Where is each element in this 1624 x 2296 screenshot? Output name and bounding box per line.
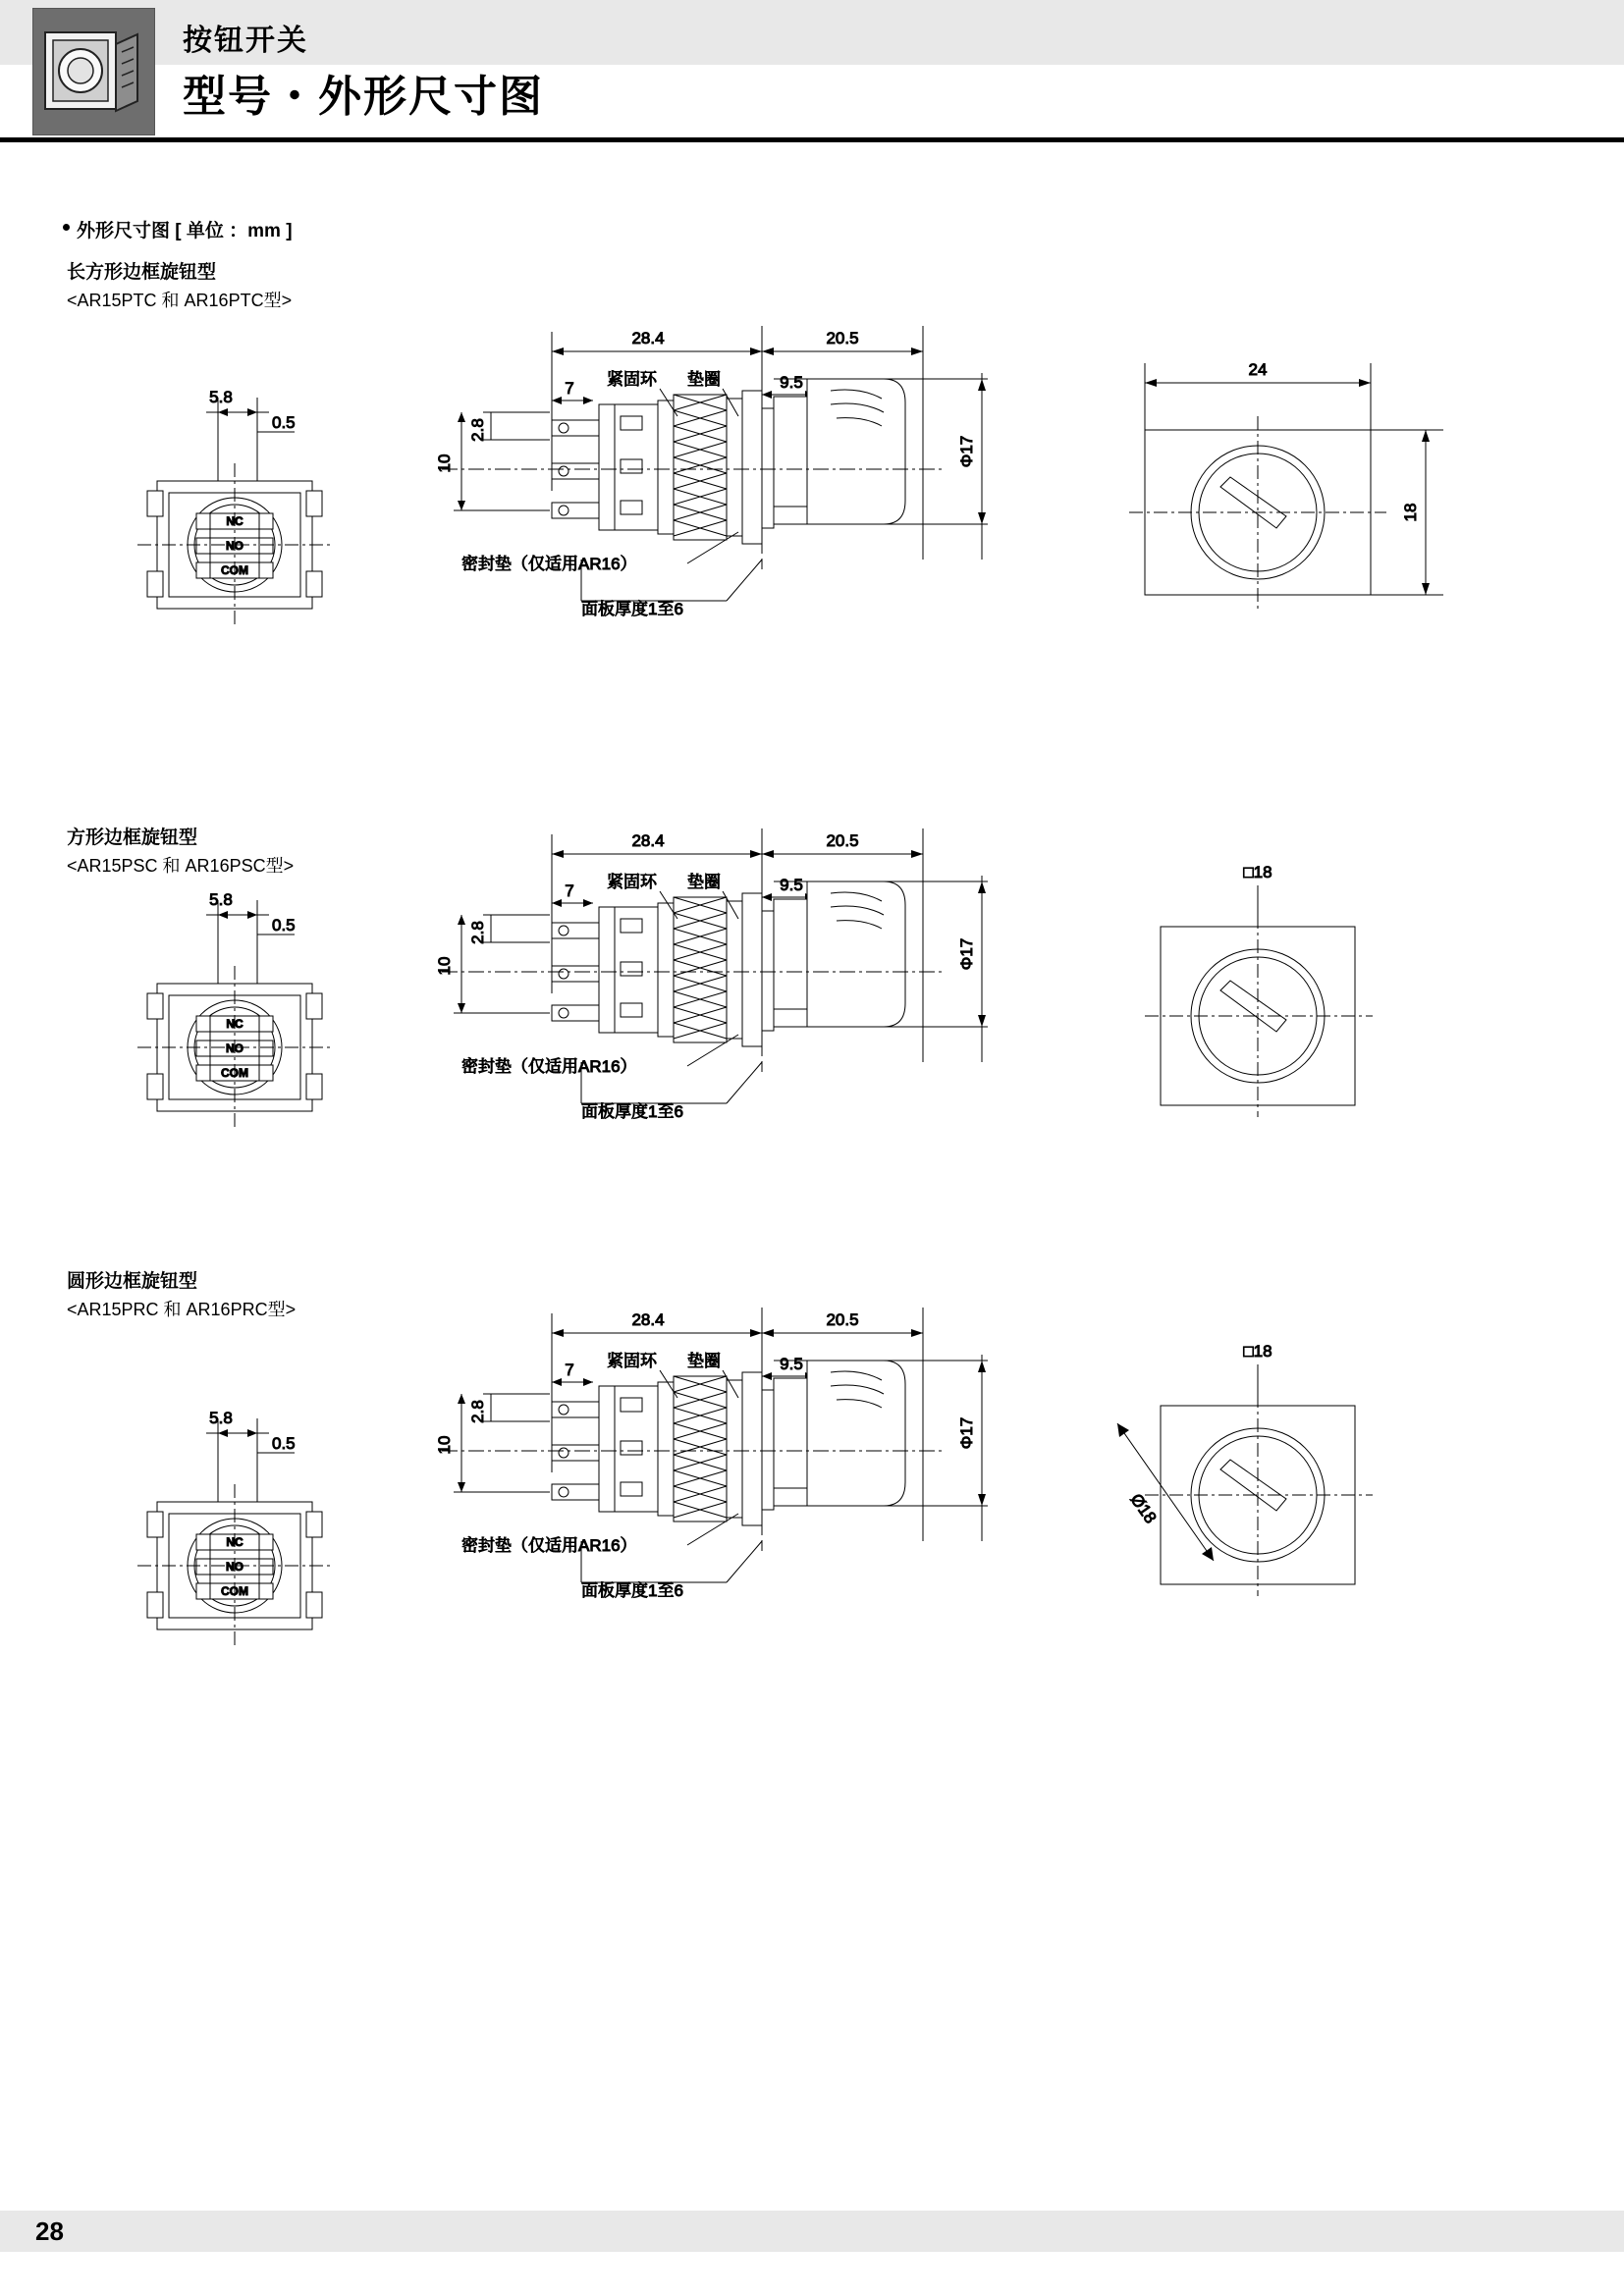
- bullet-icon: [63, 224, 70, 231]
- label-washer-prc: 垫圈: [687, 1352, 721, 1370]
- dim-10-psc: 10: [435, 956, 454, 976]
- terminal-nc-prc: NC: [226, 1535, 244, 1549]
- label-washer-psc: 垫圈: [687, 873, 721, 891]
- dim-20-5-ptc: 20.5: [826, 329, 859, 347]
- dim-square18-psc: □18: [1243, 863, 1272, 881]
- dim-5-8-prc: 5.8: [209, 1409, 233, 1427]
- page-header: [0, 0, 1624, 142]
- side-view-prc: [435, 1308, 988, 1600]
- label-gasket-psc: 密封垫（仅适用AR16）: [461, 1057, 637, 1076]
- header-divider: [0, 137, 1624, 142]
- terminal-com-psc: COM: [221, 1066, 248, 1080]
- section-title-ptc: 长方形边框旋钮型: [67, 262, 217, 283]
- terminal-no-prc: NO: [226, 1560, 244, 1574]
- drawing-psc: [0, 817, 1624, 1229]
- terminal-nc-ptc: NC: [226, 514, 244, 528]
- dim-28-4-psc: 28.4: [631, 831, 665, 850]
- dim-9-5-ptc: 9.5: [780, 373, 803, 392]
- label-gasket-prc: 密封垫（仅适用AR16）: [461, 1536, 637, 1555]
- face-view-ptc: [1129, 360, 1443, 609]
- label-fastening-ring-psc: 紧固环: [607, 873, 657, 891]
- dim-diameter18-prc: Ø18: [1126, 1490, 1161, 1527]
- dim-9-5-psc: 9.5: [780, 876, 803, 894]
- face-view-prc: [1117, 1342, 1373, 1596]
- drawing-prc: [0, 1266, 1624, 1688]
- dim-20-5-psc: 20.5: [826, 831, 859, 850]
- page-number: 28: [35, 2216, 64, 2246]
- face-view-psc: [1145, 863, 1373, 1117]
- dim-2-8-ptc: 2.8: [468, 418, 487, 442]
- dim-5-8-psc: 5.8: [209, 890, 233, 909]
- front-view-ptc: [137, 388, 332, 626]
- dim-0-5-prc: 0.5: [272, 1434, 296, 1453]
- dim-square18-prc: □18: [1243, 1342, 1272, 1361]
- dim-0-5-psc: 0.5: [272, 916, 296, 934]
- section-title-prc: 圆形边框旋钮型: [67, 1271, 198, 1292]
- terminal-com-prc: COM: [221, 1584, 248, 1598]
- dim-2-8-prc: 2.8: [468, 1400, 487, 1423]
- pushbutton-switch-icon: [32, 8, 155, 135]
- label-fastening-ring-prc: 紧固环: [607, 1352, 657, 1370]
- footer-bar: [0, 2211, 1624, 2252]
- label-washer-ptc: 垫圈: [687, 370, 721, 389]
- dim-2-8-psc: 2.8: [468, 921, 487, 944]
- side-view-psc: [435, 828, 988, 1121]
- label-panel-thickness-ptc: 面板厚度1至6: [581, 600, 683, 618]
- dim-28-4-prc: 28.4: [631, 1310, 665, 1329]
- front-view-prc: [137, 1409, 332, 1647]
- header-category: 按钮开关: [183, 25, 308, 57]
- dim-10-prc: 10: [435, 1435, 454, 1455]
- dim-28-4-ptc: 28.4: [631, 329, 665, 347]
- label-panel-thickness-prc: 面板厚度1至6: [581, 1581, 683, 1600]
- unit-note: 外形尺寸图 [ 单位 ：mm ]: [77, 221, 293, 241]
- front-view-psc: [137, 890, 332, 1129]
- dim-phi17-psc: Φ17: [957, 937, 976, 971]
- dim-20-5-prc: 20.5: [826, 1310, 859, 1329]
- side-view-ptc: [435, 326, 988, 618]
- label-gasket-ptc: 密封垫（仅适用AR16）: [461, 555, 637, 573]
- dim-7-prc: 7: [565, 1361, 574, 1379]
- dim-7-ptc: 7: [565, 379, 574, 398]
- page-title: 型号・外形尺寸图: [183, 73, 544, 121]
- section-subtitle-psc: <AR15PSC 和 AR16PSC型>: [67, 856, 295, 876]
- terminal-nc-psc: NC: [226, 1017, 244, 1031]
- dim-24-ptc: 24: [1248, 360, 1268, 379]
- dim-phi17-ptc: Φ17: [957, 435, 976, 468]
- dim-18-ptc: 18: [1401, 503, 1420, 522]
- dim-0-5-ptc: 0.5: [272, 413, 296, 432]
- terminal-no-ptc: NO: [226, 539, 244, 553]
- section-subtitle-ptc: <AR15PTC 和 AR16PTC型>: [67, 291, 293, 310]
- drawing-ptc: [0, 314, 1624, 726]
- terminal-com-ptc: COM: [221, 563, 248, 577]
- dim-10-ptc: 10: [435, 454, 454, 473]
- dim-phi17-prc: Φ17: [957, 1416, 976, 1450]
- section-subtitle-prc: <AR15PRC 和 AR16PRC型>: [67, 1300, 297, 1319]
- dim-9-5-prc: 9.5: [780, 1355, 803, 1373]
- section-title-psc: 方形边框旋钮型: [67, 828, 198, 848]
- label-panel-thickness-psc: 面板厚度1至6: [581, 1102, 683, 1121]
- dim-5-8-ptc: 5.8: [209, 388, 233, 406]
- terminal-no-psc: NO: [226, 1041, 244, 1055]
- label-fastening-ring-ptc: 紧固环: [607, 370, 657, 389]
- dim-7-psc: 7: [565, 881, 574, 900]
